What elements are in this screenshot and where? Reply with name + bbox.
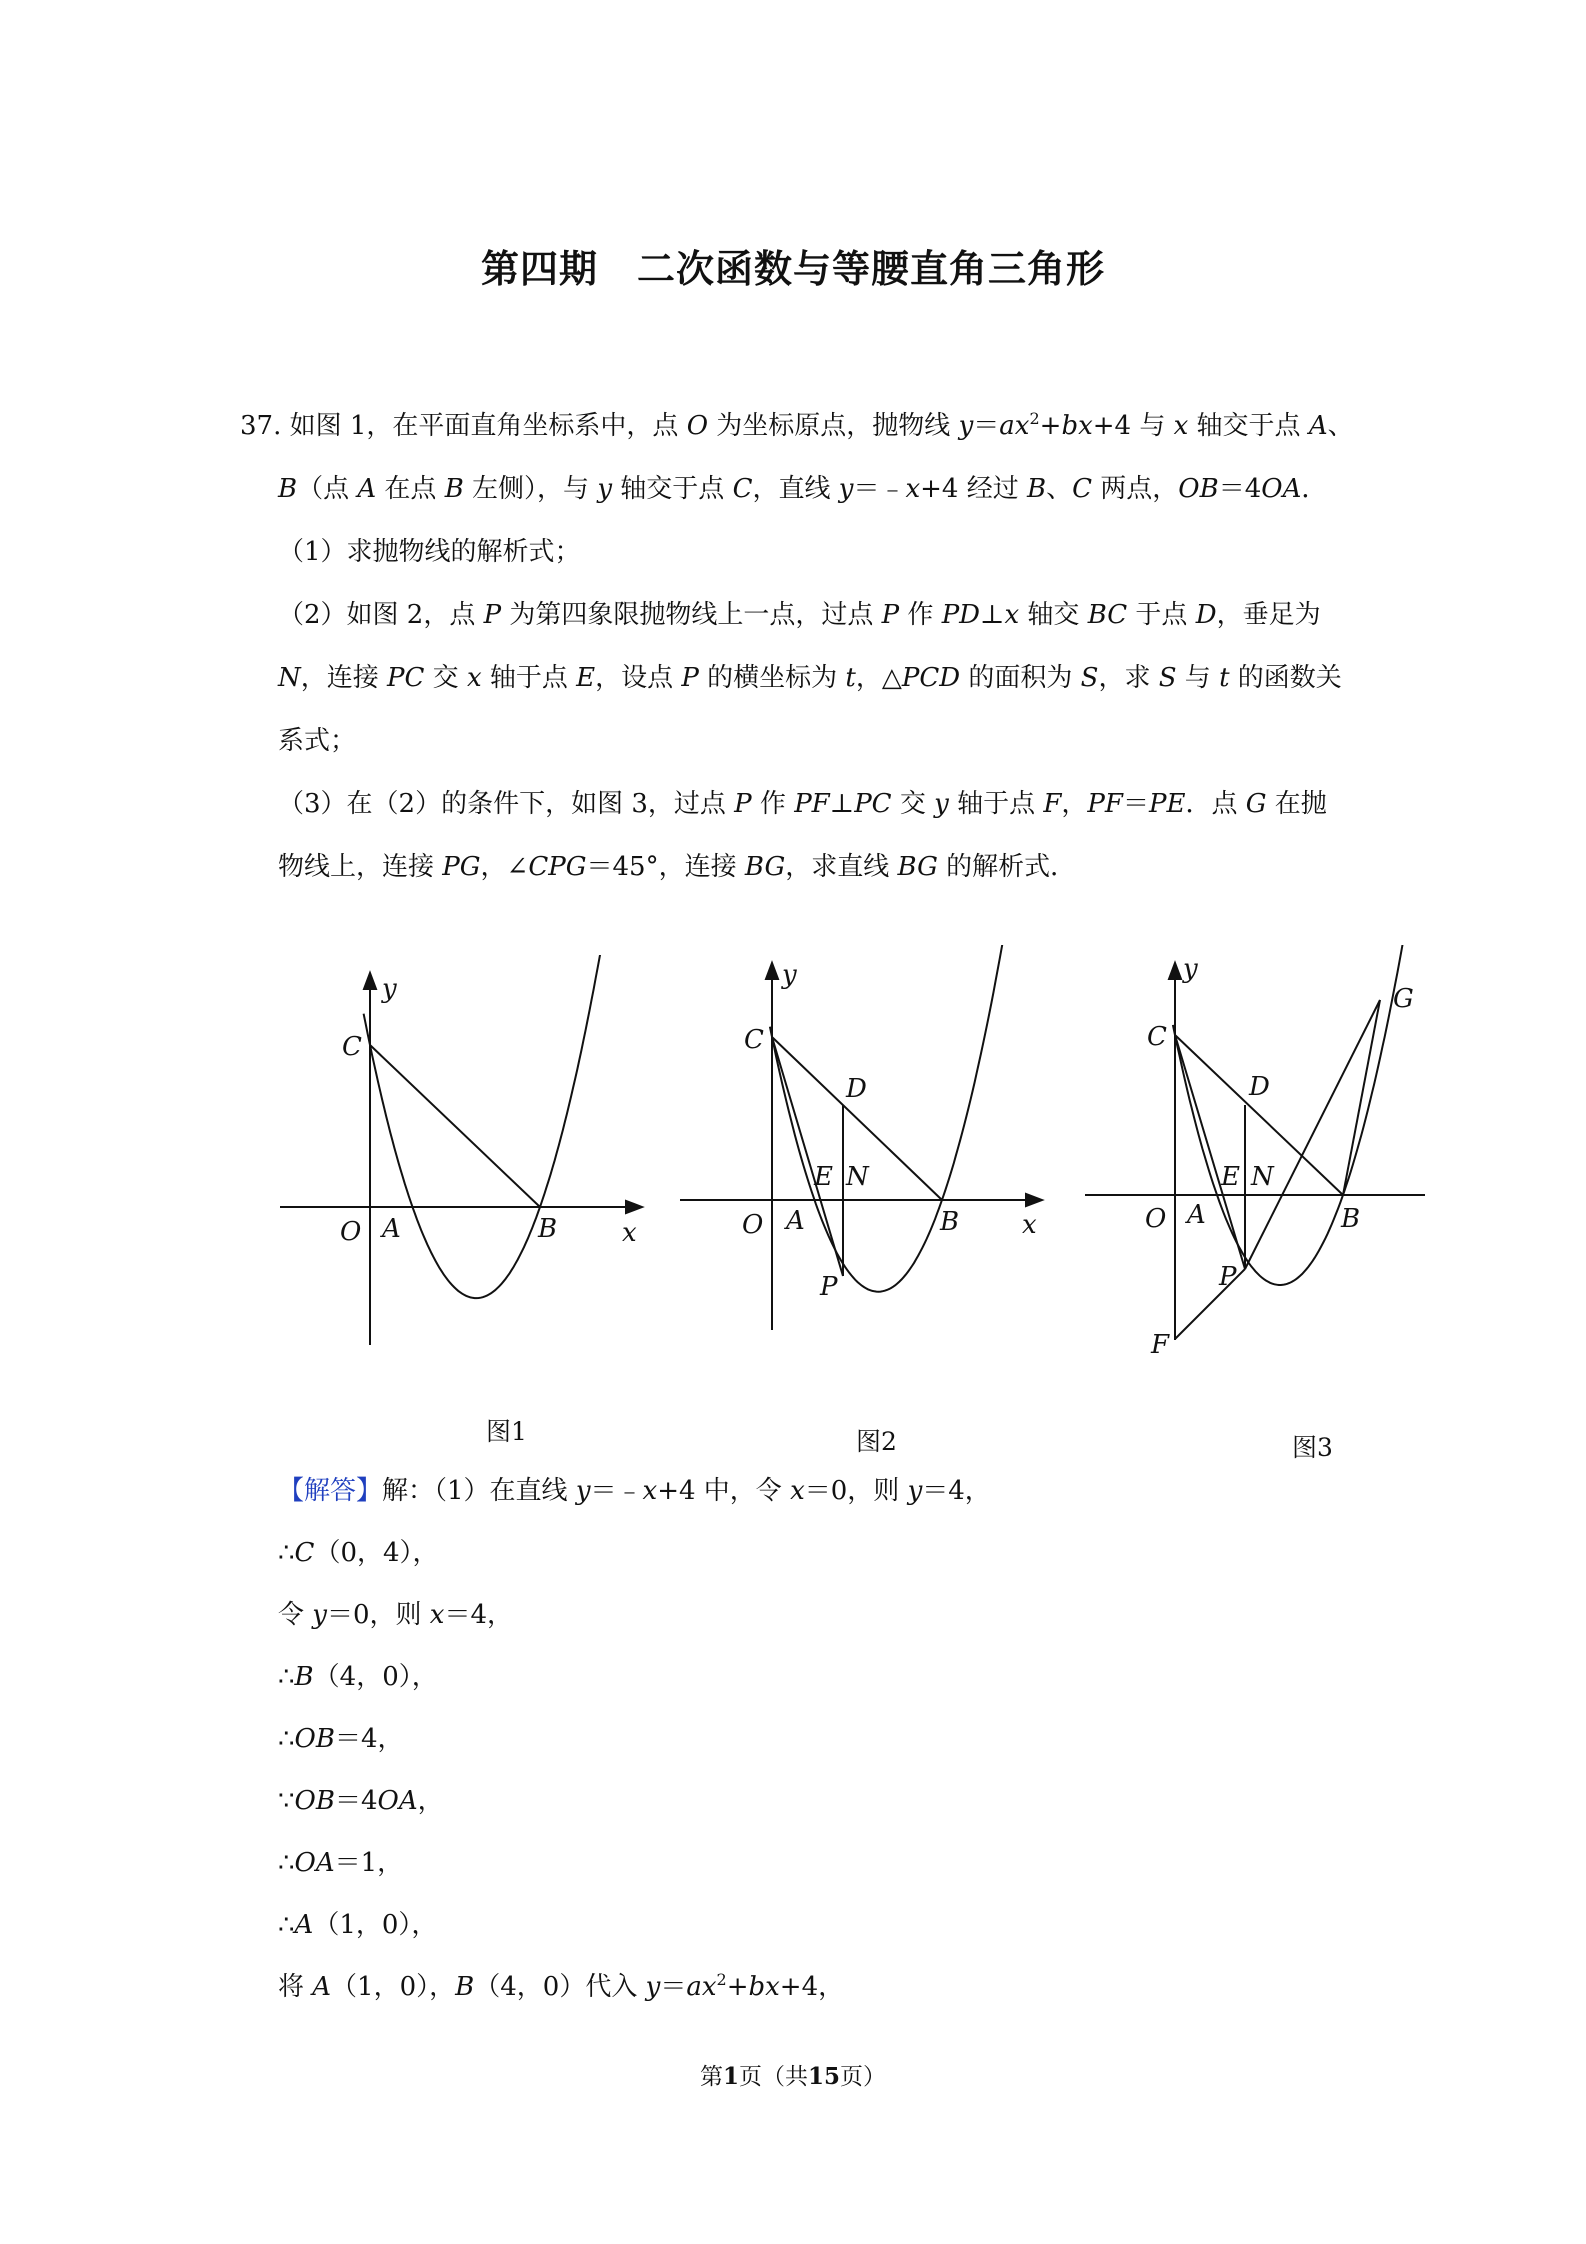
label-a: A xyxy=(382,1214,401,1244)
label-a: A xyxy=(786,1206,805,1236)
problem-line-7: （3）在（2）的条件下，如图 3，过点 P 作 PF⊥PC 交 y 轴于点 F，PF＝PE．点 G 在抛 xyxy=(278,789,1327,819)
problem-line-4: （2）如图 2，点 P 为第四象限抛物线上一点，过点 P 作 PD⊥x 轴交 BC 于点 D，垂足为 xyxy=(278,600,1321,630)
solution-line-5: ∴OB＝4， xyxy=(278,1724,404,1754)
label-n: N xyxy=(846,1162,869,1192)
solution-line-4: ∴B（4，0）， xyxy=(278,1662,438,1692)
page-title: 第四期 二次函数与等腰直角三角形 xyxy=(480,247,1105,291)
label-d: D xyxy=(846,1074,867,1104)
x-axis-arrow xyxy=(626,1201,642,1213)
problem-line-8: 物线上，连接 PG，∠CPG＝45°，连接 BG，求直线 BG 的解析式． xyxy=(278,852,1077,882)
label-x: x xyxy=(1022,1210,1037,1240)
label-y: y xyxy=(1183,954,1198,984)
label-e: E xyxy=(814,1162,833,1192)
solution-line-8: ∴A（1，0）， xyxy=(278,1910,438,1940)
solution-line-1: 【解答】解：（1）在直线 y＝﹣x+4 中，令 x＝0，则 y＝4， xyxy=(278,1476,991,1506)
label-c: C xyxy=(342,1032,362,1062)
solution-line-2: ∴C（0，4）， xyxy=(278,1538,439,1568)
y-axis-arrow xyxy=(766,963,778,979)
label-c: C xyxy=(1147,1022,1167,1052)
solution-line-6: ∵OB＝4OA， xyxy=(278,1786,444,1816)
label-p: P xyxy=(820,1272,838,1302)
line-bg xyxy=(1343,1000,1380,1195)
y-axis-arrow xyxy=(1169,963,1181,979)
label-d: D xyxy=(1249,1072,1270,1102)
parabola xyxy=(1173,945,1427,1285)
label-x: x xyxy=(622,1218,637,1248)
figure-2 xyxy=(670,945,1070,1345)
label-n: N xyxy=(1251,1162,1274,1192)
line-bc xyxy=(370,1045,540,1207)
label-o: O xyxy=(340,1217,362,1247)
parabola xyxy=(364,955,610,1298)
x-axis-arrow xyxy=(1026,1194,1042,1206)
solution-line-3: 令 y＝0，则 x＝4， xyxy=(278,1600,513,1630)
parabola xyxy=(770,945,1021,1292)
line-cp xyxy=(1175,1035,1245,1269)
problem-line-1: 37. 如图 1，在平面直角坐标系中，点 O 为坐标原点，抛物线 $y=ax^2+bx+4$ 与 x 轴交于点 A、 xyxy=(240,409,1354,441)
problem-line-2: B（点 A 在点 B 左侧），与 y 轴交于点 C，直线 y＝﹣x+4 经过 B、C 两点，OB＝4OA． xyxy=(278,474,1328,504)
label-o: O xyxy=(742,1210,764,1240)
figure-3 xyxy=(1075,945,1455,1365)
label-b: B xyxy=(940,1207,960,1237)
label-a: A xyxy=(1187,1200,1206,1230)
label-f: F xyxy=(1151,1330,1170,1360)
solution-line-9: 将 A（1，0），B（4，0）代入 $y=ax^2+bx+4$， xyxy=(278,1970,845,2002)
figure-1-caption: 图1 xyxy=(486,1417,527,1446)
label-y: y xyxy=(382,974,397,1004)
label-c: C xyxy=(744,1025,764,1055)
line-cp xyxy=(772,1037,843,1276)
solution-tag: 【解答】 xyxy=(278,1476,383,1506)
solution-line-7: ∴OA＝1， xyxy=(278,1848,404,1878)
label-o: O xyxy=(1145,1204,1167,1234)
label-g: G xyxy=(1393,984,1414,1014)
label-b: B xyxy=(538,1214,558,1244)
label-y: y xyxy=(782,960,797,990)
problem-line-3: （1）求抛物线的解析式； xyxy=(278,537,581,567)
figure-2-caption: 图2 xyxy=(856,1427,897,1456)
problem-line-6: 系式； xyxy=(278,726,357,756)
label-p: P xyxy=(1219,1262,1237,1292)
y-axis-arrow xyxy=(364,973,376,989)
figure-1 xyxy=(270,955,660,1365)
label-e: E xyxy=(1221,1162,1240,1192)
label-b: B xyxy=(1341,1204,1361,1234)
problem-line-5: N，连接 PC 交 x 轴于点 E，设点 P 的横坐标为 t，△PCD 的面积为 S，求 S 与 t 的函数关 xyxy=(278,663,1342,693)
problem-number: 37. xyxy=(240,411,282,441)
figure-3-caption: 图3 xyxy=(1292,1433,1333,1462)
page-footer: 第1页（共15页） xyxy=(699,2063,887,2090)
